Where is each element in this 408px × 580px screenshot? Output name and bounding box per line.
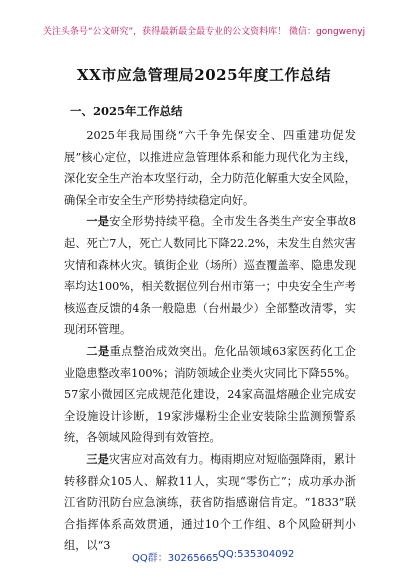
paragraph-intro	[64, 125, 356, 211]
section-heading: 一、2025年工作总结	[70, 104, 183, 118]
paragraph-text: 安全形势持续平稳。全市发生各类生产安全事故8起、死亡7人，死亡人数同比下降22.2%，未发生自然灾害灾情和森林火灾。镇街企业（场所）巡查覆盖率、隐患发现率均达100%，相关数据位列台州市第一；中央安全生产考核巡查反馈的4条一般隐患（台州最少）全部整改清零，实现闭环管理。	[64, 215, 356, 337]
paragraph-lead: 二是	[86, 343, 110, 358]
top-banner: 关注头条号“公文研究”，获得最新最全最专业的公文资料库！ 微信：gongwenyj	[42, 27, 366, 37]
paragraph-point-1	[64, 211, 356, 341]
document-title: XX市应急管理局2025年度工作总结	[76, 66, 332, 84]
document-body	[64, 103, 356, 557]
paragraph-point-3	[64, 449, 356, 557]
paragraph-lead: 三是	[86, 451, 109, 466]
footer-qq-contact: QQ:535304092	[218, 549, 295, 560]
paragraph-text: 2025年我局围绕“六千争先保安全、四重建功促发展”核心定位，以推进应急管理体系和能力现代化为主线，深化安全生产治本攻坚行动，全力防范化解重大安全风险，确保全市安全生产形势持续稳定向好。	[64, 129, 356, 207]
footer-qq-group: QQ群：30265665	[132, 553, 219, 564]
paragraph-text: 重点整治成效突出。危化品领域63家医药化工企业隐患整改率100%；消防领域企业类火灾同比下降55%。57家小微园区完成规范化建设，24家高温熔融企业完成安全设施设计诊断，19家涉爆粉尘企业安装除尘监测预警系统，各领域风险得到有效管控。	[64, 344, 356, 445]
paragraph-lead: 一是	[86, 214, 110, 229]
paragraph-text: 灾害应对高效有力。梅雨期应对短临强降雨，累计转移群众105人、解救11人，实现“零伤亡”；成功承办浙江省防汛防台应急演练，获省防指感谢信肯定。“1833”联合指挥体系高效贯通，通过10个工作组、8个风险研判小组，以“3	[64, 452, 356, 553]
paragraph-point-2	[64, 341, 356, 449]
